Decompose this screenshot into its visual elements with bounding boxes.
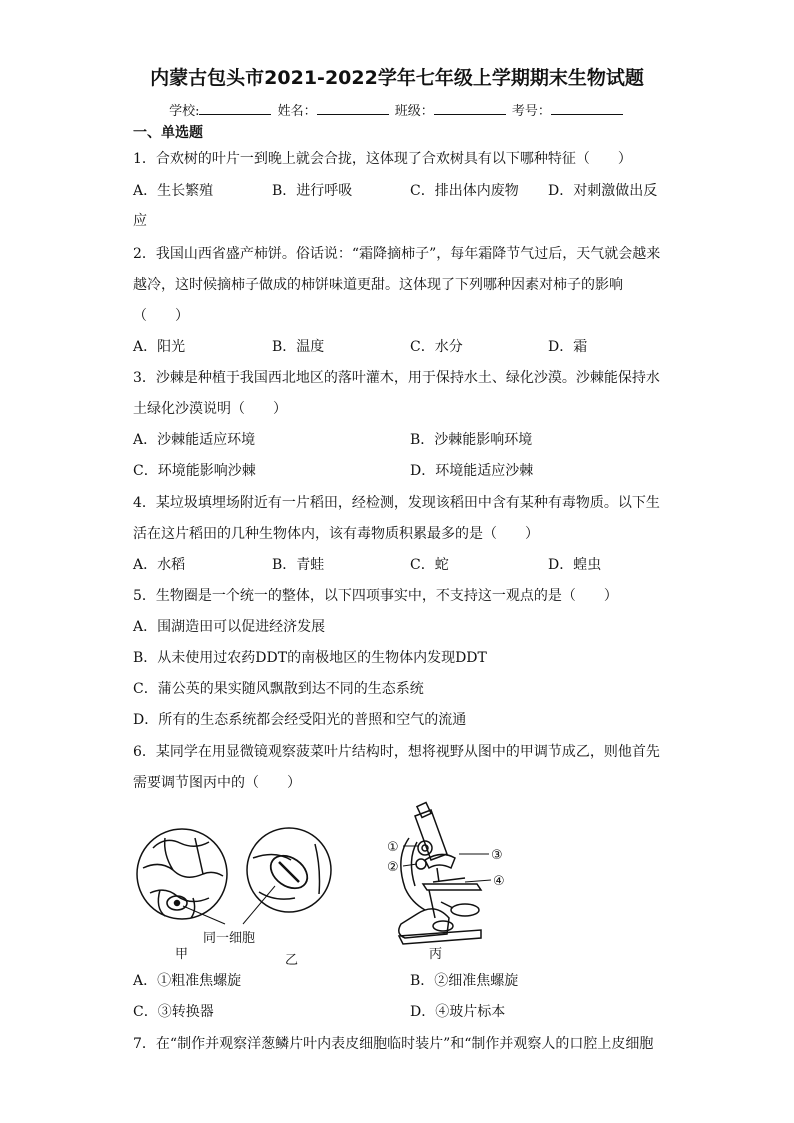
question-2-stem-line-2: 越冷，这时候摘柿子做成的柿饼味道更甜。这体现了下列哪种因素对柿子的影响	[133, 277, 623, 293]
q4-option-a: A．水稻	[133, 557, 186, 573]
q5-option-b: B．从未使用过农药DDT的南极地区的生物体内发现DDT	[133, 650, 487, 666]
name-label: 姓名：	[277, 104, 317, 119]
q1-option-b: B．进行呼吸	[272, 183, 353, 199]
q1-option-a: A．生长繁殖	[133, 183, 214, 199]
marker-leader-lines	[403, 846, 491, 882]
marker-2: ②	[387, 860, 399, 875]
label-jia: 甲	[175, 947, 189, 962]
q5-option-c: C．蒲公英的果实随风飘散到达不同的生态系统	[133, 681, 424, 697]
school-label: 学校:	[169, 104, 200, 119]
exam-number-blank	[551, 102, 623, 115]
page-title: 内蒙古包头市2021-2022学年七年级上学期期末生物试题	[150, 67, 644, 89]
student-info-line	[0, 102, 794, 120]
q2-option-a: A．阳光	[133, 339, 186, 355]
class-label: 班级：	[394, 104, 434, 119]
q5-option-a: A．围湖造田可以促进经济发展	[133, 619, 326, 635]
q6-option-b: B．②细准焦螺旋	[410, 973, 519, 989]
q3-option-c: C．环境能影响沙棘	[133, 463, 256, 479]
marker-3: ③	[491, 848, 503, 863]
question-4-stem-line-2: 活在这片稻田的几种生物体内，该有毒物质积累最多的是（ ）	[133, 526, 539, 542]
q4-option-b: B．青蛙	[272, 557, 325, 573]
question-4-stem-line-1: 4．某垃圾填埋场附近有一片稻田，经检测，发现该稻田中含有某种有毒物质。以下生	[133, 495, 660, 511]
q4-option-d: D．蝗虫	[548, 557, 602, 573]
marker-4: ④	[493, 874, 505, 889]
label-yi: 乙	[285, 953, 299, 968]
q2-option-b: B．温度	[272, 339, 325, 355]
q3-option-b: B．沙棘能影响环境	[410, 432, 533, 448]
question-3-stem-line-1: 3．沙棘是种植于我国西北地区的落叶灌木，用于保持水土、绿化沙漠。沙棘能保持水	[133, 370, 660, 386]
name-blank	[317, 102, 389, 115]
q3-option-d: D．环境能适应沙棘	[410, 463, 534, 479]
section-title: 一、单选题	[133, 125, 203, 141]
same-cell-label: 同一细胞	[203, 931, 256, 946]
question-5-stem: 5．生物圈是一个统一的整体，以下四项事实中，不支持这一观点的是（ ）	[133, 588, 618, 604]
question-6-stem-line-2: 需要调节图丙中的（ ）	[133, 775, 301, 791]
q2-option-d: D．霜	[548, 339, 588, 355]
question-6-stem-line-1: 6．某同学在用显微镜观察菠菜叶片结构时，想将视野从图中的甲调节成乙，则他首先	[133, 744, 660, 760]
q5-option-d: D．所有的生态系统都会经受阳光的普照和空气的流通	[133, 712, 467, 728]
question-2-stem-line-3: （ ）	[133, 308, 189, 324]
question-1-stem: 1．合欢树的叶片一到晚上就会合拢，这体现了合欢树具有以下哪种特征（ ）	[133, 151, 632, 167]
q6-option-c: C．③转换器	[133, 1004, 214, 1020]
q3-option-a: A．沙棘能适应环境	[133, 432, 256, 448]
question-3-stem-line-2: 土绿化沙漠说明（ ）	[133, 401, 287, 417]
q6-option-d: D．④玻片标本	[410, 1004, 506, 1020]
view-jia	[137, 829, 227, 919]
q2-option-c: C．水分	[410, 339, 463, 355]
microscope-figure	[125, 798, 545, 968]
class-blank	[434, 102, 506, 115]
exam-number-label: 考号：	[511, 104, 551, 119]
question-7-stem: 7．在“制作并观察洋葱鳞片叶内表皮细胞临时装片”和“制作并观察人的口腔上皮细胞	[133, 1036, 654, 1052]
q4-option-c: C．蛇	[410, 557, 449, 573]
marker-1: ①	[387, 840, 399, 855]
view-yi	[247, 828, 331, 912]
cell-leader-lines	[183, 886, 275, 924]
microscope-drawing	[399, 802, 481, 944]
school-blank	[199, 102, 271, 115]
question-2-stem-line-1: 2．我国山西省盛产柿饼。俗话说：“霜降摘柿子”，每年霜降节气过后，天气就会越来	[133, 246, 661, 262]
q6-option-a: A．①粗准焦螺旋	[133, 973, 242, 989]
q1-option-d-wrap: 应	[133, 213, 147, 229]
q1-option-d: D．对刺激做出反	[548, 183, 658, 199]
q1-option-c: C．排出体内废物	[410, 183, 519, 199]
label-bing: 丙	[429, 947, 443, 962]
